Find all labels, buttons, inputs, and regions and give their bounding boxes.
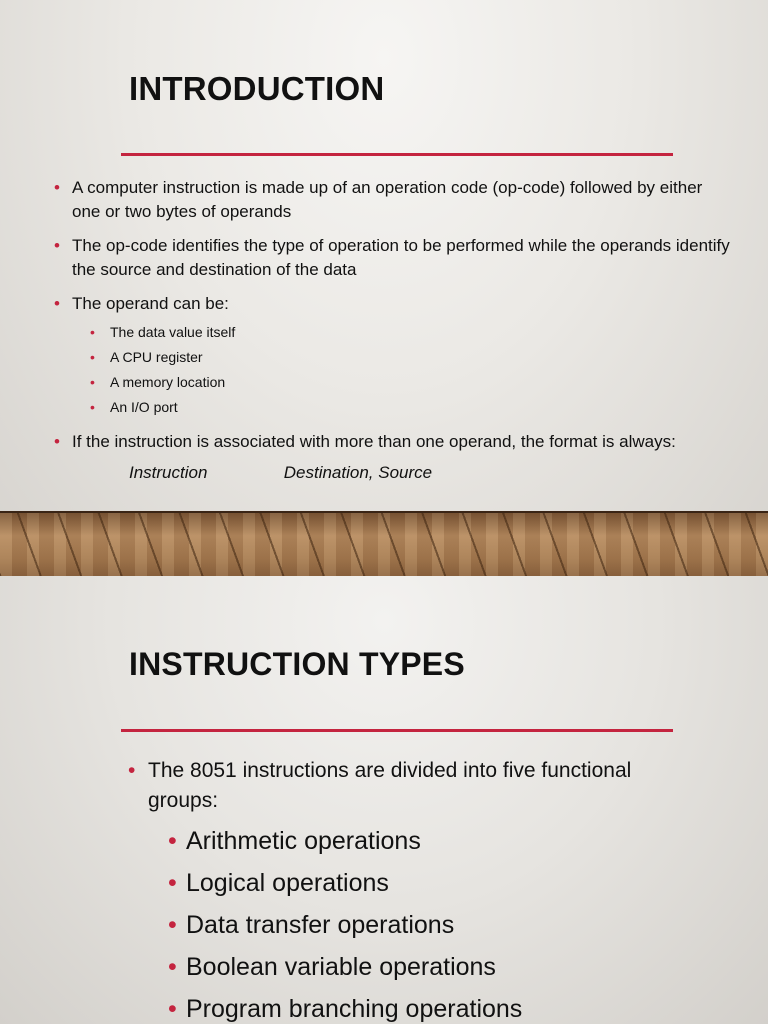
slide-title: INTRODUCTION <box>129 70 385 107</box>
instruction-format <box>129 463 432 483</box>
sub-bullet-item: • Logical operations <box>148 862 688 904</box>
bullet-item: • The op-code identifies the type of operation to be performed while the operands identify the source and destination of the data <box>54 234 734 282</box>
sub-bullet-item: • A CPU register <box>72 345 734 370</box>
slide-title: INSTRUCTION TYPES <box>129 646 465 682</box>
slide-instruction-types <box>0 576 768 1024</box>
operand-sublist <box>72 320 734 420</box>
sub-bullet-item: • A memory location <box>72 370 734 395</box>
title-divider <box>121 153 673 156</box>
bullet-item: • If the instruction is associated with more than one operand, the format is always: <box>54 430 734 454</box>
bullet-item: • A computer instruction is made up of an operation code (op-code) followed by either one or two bytes of operands <box>54 176 734 224</box>
sub-bullet-item: • The data value itself <box>72 320 734 345</box>
bullet-item-operands <box>54 292 734 420</box>
bullet-text: The 8051 instructions are divided into five functional groups: <box>148 759 632 812</box>
wood-floor-decoration <box>0 511 768 576</box>
bullet-item-groups <box>128 756 688 1024</box>
sub-bullet-item: • Program branching operations <box>148 988 688 1024</box>
format-instruction-label: Instruction <box>129 463 208 482</box>
sub-bullet-item: • Boolean variable operations <box>148 946 688 988</box>
groups-sublist <box>148 820 688 1024</box>
bullet-text: The operand can be: <box>72 294 229 313</box>
sub-bullet-item: • Data transfer operations <box>148 904 688 946</box>
sub-bullet-item: • Arithmetic operations <box>148 820 688 862</box>
bullet-list <box>54 176 734 464</box>
sub-bullet-item: • An I/O port <box>72 395 734 420</box>
format-operands-label: Destination, Source <box>283 463 433 482</box>
bullet-list <box>128 756 688 1024</box>
title-divider <box>121 729 673 732</box>
